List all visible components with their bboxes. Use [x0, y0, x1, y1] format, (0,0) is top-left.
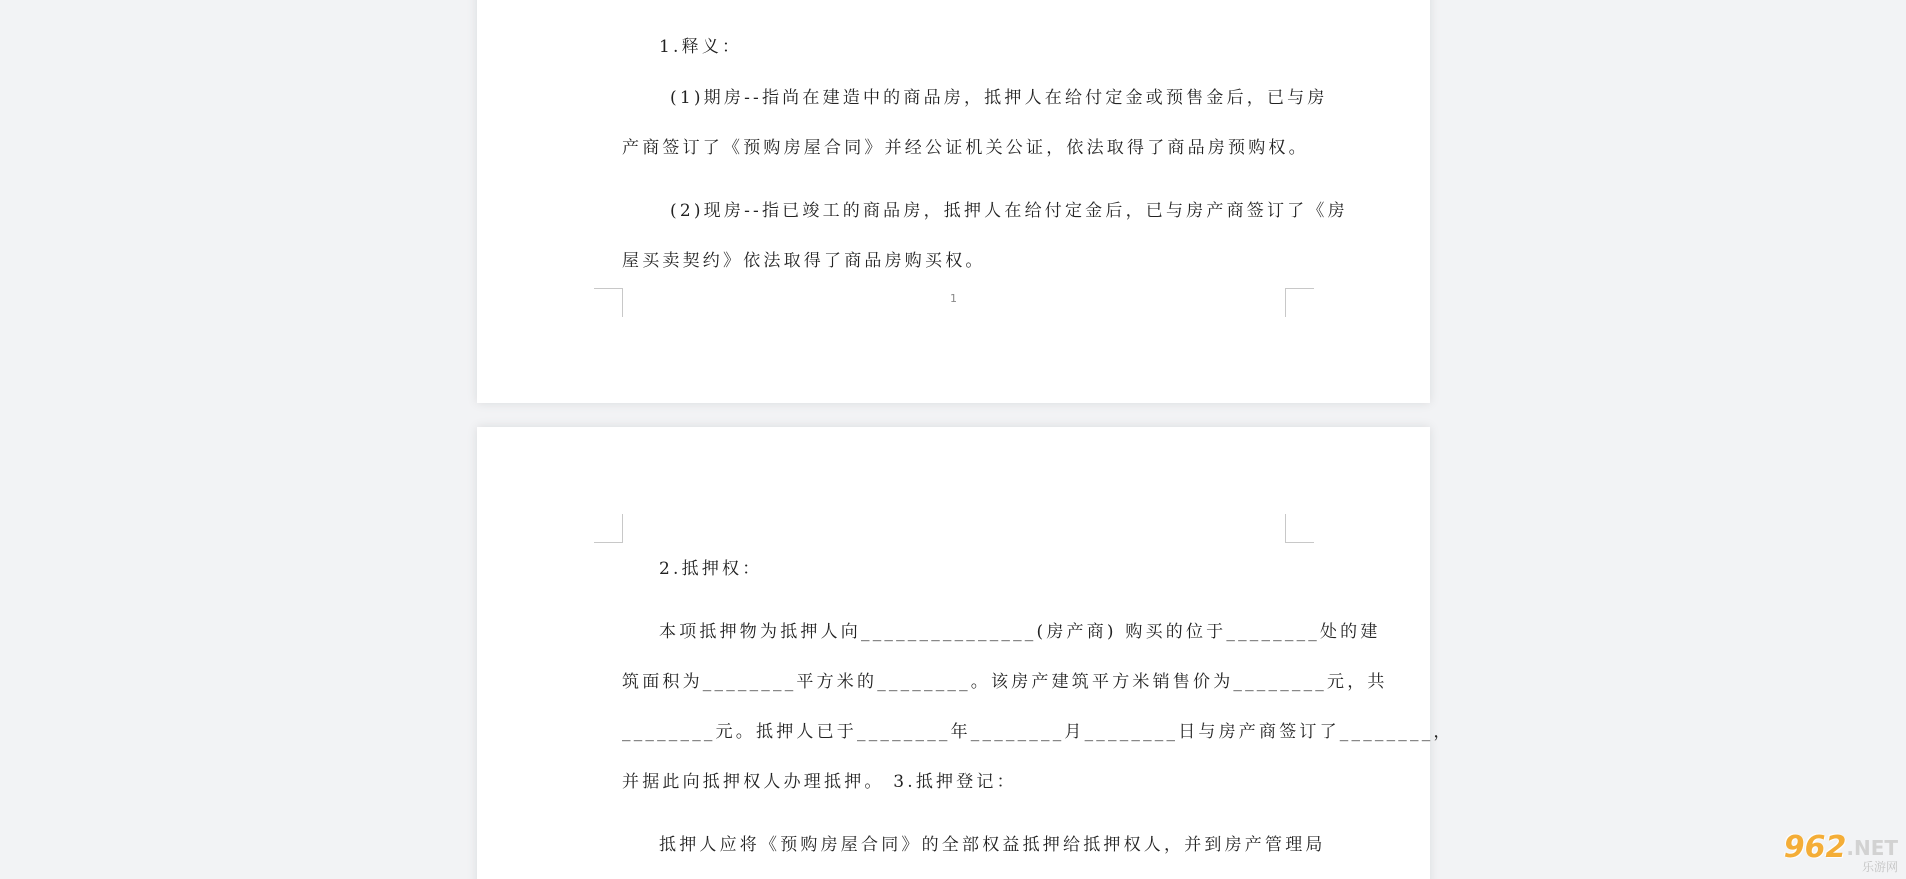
margin-corner-mark	[1285, 288, 1314, 317]
paragraph-line: 本项抵押物为抵押人向_______________(房产商) 购买的位于________处的建	[659, 622, 1381, 642]
section-heading-mortgage-right: 2.抵押权：	[659, 559, 763, 579]
margin-corner-mark	[594, 288, 623, 317]
paragraph-line: 屋买卖契约》依法取得了商品房购买权。	[622, 251, 986, 271]
page-number: 1	[950, 292, 957, 305]
paragraph-line: ________元。抵押人已于________年________月________日与房产商签订了________，	[622, 722, 1454, 742]
paragraph-line: 筑面积为________平方米的________。该房产建筑平方米销售价为________元，共	[622, 672, 1388, 692]
margin-corner-mark	[594, 514, 623, 543]
paragraph-line: 产商签订了《预购房屋合同》并经公证机关公证，依法取得了商品房预购权。	[622, 138, 1309, 158]
watermark-subtitle: 乐游网	[1861, 860, 1898, 874]
site-watermark-logo	[1770, 830, 1898, 875]
paragraph-line: (2)现房--指已竣工的商品房，抵押人在给付定金后，已与房产商签订了《房	[670, 201, 1348, 221]
document-page-2	[477, 427, 1454, 879]
paragraph-line: (1)期房--指尚在建造中的商品房，抵押人在给付定金或预售金后，已与房	[670, 88, 1328, 108]
paragraph-line: 并据此向抵押权人办理抵押。 3.抵押登记：	[622, 772, 1017, 792]
paragraph-line: 抵押人应将《预购房屋合同》的全部权益抵押给抵押权人，并到房产管理局	[659, 835, 1326, 855]
document-page-1	[477, 0, 1430, 403]
watermark-number: 962	[1783, 830, 1847, 865]
watermark-suffix: .NET	[1846, 836, 1898, 860]
margin-corner-mark	[1285, 514, 1314, 543]
section-heading-definitions: 1.释义：	[659, 37, 743, 57]
